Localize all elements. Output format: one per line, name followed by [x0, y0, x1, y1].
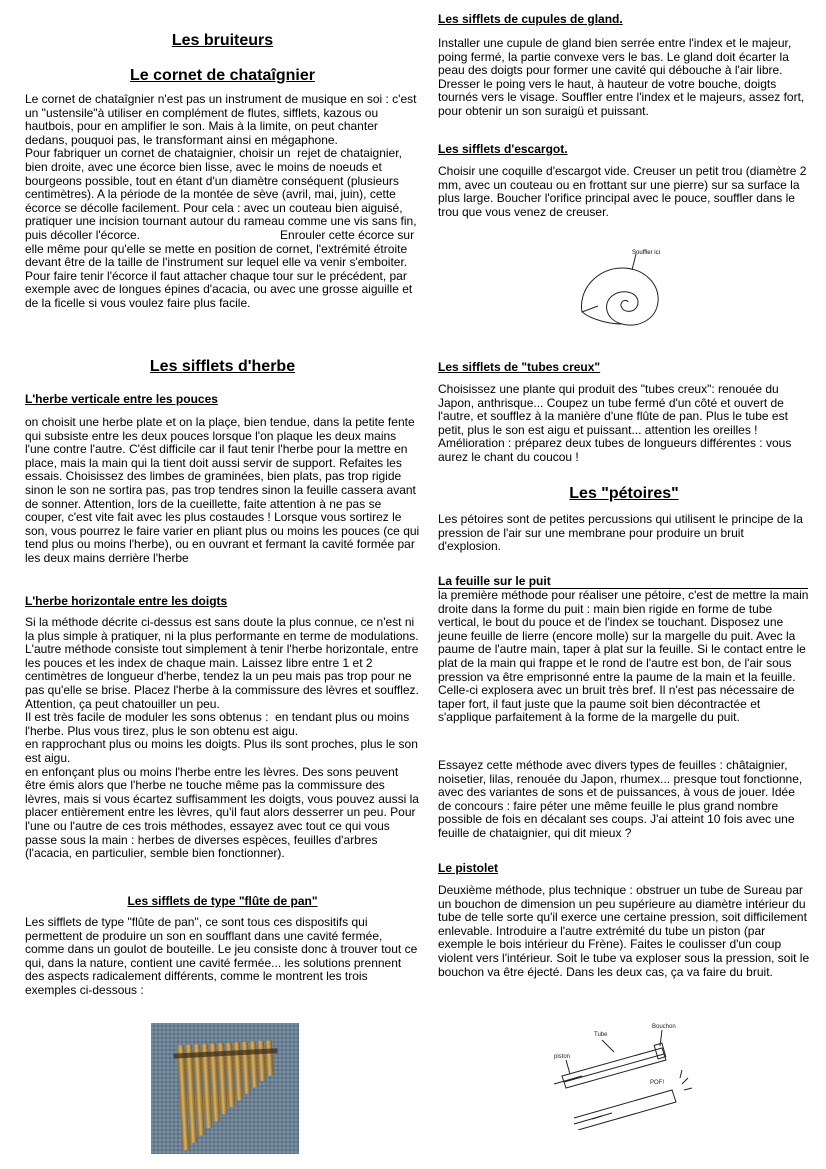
sub-flute: Les sifflets de type "flûte de pan"	[127, 894, 318, 908]
label-bouchon: Bouchon	[652, 1024, 676, 1030]
feuille-text: la première méthode pour réaliser une pétoire, c'est de mettre la main droite dans la forme du puit : main bien rigide en forme de tube vertical, le bout du pouce et de l'index se touchant. Disposez une jeune feuille de lierre (encore molle) sur la margelle du puit. Avec la paume de l'autre main, taper à plat sur la feuille. Si le contact entre le plat de la main qui frappe et le rond de l'autre est bon, de l'air sous pression va être emprisonné entre la paume de la main et la feuille. Celle-ci explosera avec un bruit très bref. Il n'est pas nécessaire de taper fort, il faut juste que la paume soit bien décontractée et s'applique parfaitement à la forme de la margelle du puit.	[438, 588, 809, 725]
verticale-text: on choisit une herbe plate et on la plaçe, bien tendue, dans la petite fente qui subsiste entre les deux pouces lorsque l'on plaque les deux mains l'une contre l'autre. C'ést difficile car il faut tenir l'herbe pour la mettre en place, mais la main qui la tient doit aussi servir de support. Refaites les essais. Choisissez des limbes de graminées, bien plats, pas trop rigide sinon le son ne sortira pas, pas trop tendres sinon la feuille cassera avant de sonner. Attention, lors de la cueillette, faite attention à ne pas se couper, c'est vite fait avec les plus costaudes ! Lorsque vous sortirez le son, vous pourrez le faire varier en pliant plus ou moins les pouces (ce qui tend plus ou moins l'herbe), ou en ouvrant et fermant la cavité formée par les deux mains derrière l'herbe	[25, 415, 420, 565]
feuille-text-2: Essayez cette méthode avec divers types de feuilles : châtaignier, noisetier, lilas, renouée du Japon, rhumex... presque tout fonctionne, avec des variantes de sons et de puissances, à vous de jouer. Idée de concours : faire péter une même feuille le plus grand nombre possible de fois en décalant ses coups. J'ai atteint 10 fois avec une feuille de chataignier, qui dit mieux ?	[438, 758, 803, 840]
title-cornet: Le cornet de chataîgnier	[130, 67, 315, 84]
sub-verticale: L'herbe verticale entre les pouces	[25, 392, 218, 406]
snail-label: Souffler ici	[632, 250, 660, 256]
sub-feuille: La feuille sur le puit	[438, 574, 551, 588]
snail-sketch	[572, 240, 672, 330]
sub-tubes: Les sifflets de "tubes creux"	[438, 360, 601, 374]
escargot-text: Choisir une coquille d'escargot vide. Creuser un petit trou (diamètre 2 mm, avec un couteau ou en frottant sur une pierre) sur sa surface la plus large. Boucher l'orifice principal avec le pouce, souffler dans le trou que vous venez de creuser.	[438, 164, 807, 219]
sub-pistolet: Le pistolet	[438, 861, 499, 875]
gland-text: Installer une cupule de gland bien serrée entre l'index et le majeur, poing fermé, la partie convexe vers le bas. Le gland doit écarter la peau des doigts pour former une cavité qui débouche à l'air libre. Dresser le poing vers le haut, à hauteur de votre bouche, doigts tournés vers le visage. Souffler entre l'index et le majeurs, assez fort, pour obtenir un son suraigü et puissant.	[438, 36, 805, 118]
title-petoires: Les "pétoires"	[569, 485, 679, 502]
title-bruiteurs: Les bruiteurs	[171, 32, 274, 49]
pistolet-diagram	[552, 1018, 702, 1130]
label-pop: POF!	[650, 1080, 665, 1086]
feuille-heading-line	[438, 575, 808, 589]
sub-escargot: Les sifflets d'escargot.	[438, 142, 568, 156]
sub-gland: Les sifflets de cupules de gland.	[438, 12, 623, 26]
label-tube: Tube	[594, 1032, 608, 1038]
label-piston: piston	[554, 1054, 571, 1060]
sub-horizontale: L'herbe horizontale entre les doigts	[25, 594, 228, 608]
cornet-text: Le cornet de chataîgnier n'est pas un instrument de musique en soi : c'est un "ustensile"à utiliser en complément de flutes, sifflets, kazous ou hautbois, pour en amplifier le son. Mais à la limite, on peut chanter dedans, pouquoi pas, le transformant ainsi en mégaphone. Pour fabriquer un cornet de chataignier, choisir un rejet de chataignier, bien droite, avec une écorce bien lisse, avec le moins de noeuds et bourgeons possible, tout en étant d'un diamètre conséquent (plusieurs centimètres). A la période de la montée de sève (avril, mai, juin), cette écorce se décolle facilement. Pour cela : avec un couteau bien aiguisé, pratiquer une incision tournant autour du rameau comme une vis sans fin, puis décoller l'écorce. Enrouler cette écorce sur elle même pour qu'elle se mette en position de cornet, l'extrémité étroite devant être de la taille de l'instrument sur lequel elle va venir s'emboiter. Pour faire tenir l'écorce il faut attacher chaque tour sur le précédent, par exemple avec de longues épines d'acacia, ou avec une grosse aiguille et de la ficelle si vous voulez faire plus facile.	[25, 92, 417, 310]
pistolet-text: Deuxième méthode, plus technique : obstruer un tube de Sureau par un bouchon de dimension un peu supérieure au diamètre intérieur du tube de telle sorte qu'il exerce une certaine pression, soit difficilement enlevable. Introduire a l'autre extrémité du tube un piston (par exemple le bois intérieur du Frène). Faites le coulisser d'un coup violent vers l'intérieur. Soit le tube va exploser sous la pression, soit le bouchon va être éjecté. Dans les deux cas, ça va faire du bruit.	[438, 883, 810, 979]
horizontale-text: Si la méthode décrite ci-dessus est sans doute la plus connue, ce n'est ni la plus simple à pratiquer, ni la plus performante en terme de modulations. L'autre méthode consiste tout simplement à tenir l'herbe horizontale, entre les pouces et les index de chaque main. Laissez libre entre 1 et 2 centimètres de longueur d'herbe, tendez la un peu mais pas trop pour ne pas qu'elle se brise. Placez l'herbe à la commissure des lèvres et soufflez. Attention, ça peut chatouiller un peu. Il est très facile de moduler les sons obtenus : en tendant plus ou moins l'herbe. Plus vous tirez, plus le son obtenu est aigu. en rapprochant plus ou moins les doigts. Plus ils sont proches, plus le son est aigu. en enfonçant plus ou moins l'herbe entre les lèvres. Des sons peuvent être émis alors que l'herbe ne touche même pas la commissure des lèvres, mais si vous écartez suffisamment les doigts, vous pouvez aussi la placer entièrement entre les lèvres, qu'il faut alors desserrer un peu. Pour l'une ou l'autre de ces trois méthodes, essayez avec tout ce qui vous passe sous la main : herbes de diverses espèces, feuilles d'arbres (l'acacia, en particulier, semble bien fonctionner).	[25, 615, 419, 861]
petoires-text: Les pétoires sont de petites percussions qui utilisent le principe de la pression de l'air sur une membrane pour produire un bruit d'explosion.	[438, 512, 803, 554]
pan-flute-photo	[151, 1023, 299, 1154]
title-herbe: Les sifflets d'herbe	[149, 358, 296, 375]
flute-text: Les sifflets de type "flûte de pan", ce sont tous ces dispositifs qui permettent de produire un son en soufflant dans une cavité fermée, comme dans un goulot de bouteille. Le jeu consiste donc à trouver tout ce qui, dans la nature, contient une cavité fermée... les solutions prennent des aspects radicalement différents, comme le montrent les trois exemples ci-dessous :	[25, 915, 418, 997]
tubes-text: Choisissez une plante qui produit des "tubes creux": renouée du Japon, anthrisque... Coupez un tube fermé d'un côté et ouvert de l'autre, et soufflez à la manière d'une flûte de pan. Plus le tube est petit, plus le son est aigu et puissant... attention les oreilles ! Amélioration : préparez deux tubes de longueurs différentes : vous aurez le chant du coucou !	[438, 382, 792, 464]
